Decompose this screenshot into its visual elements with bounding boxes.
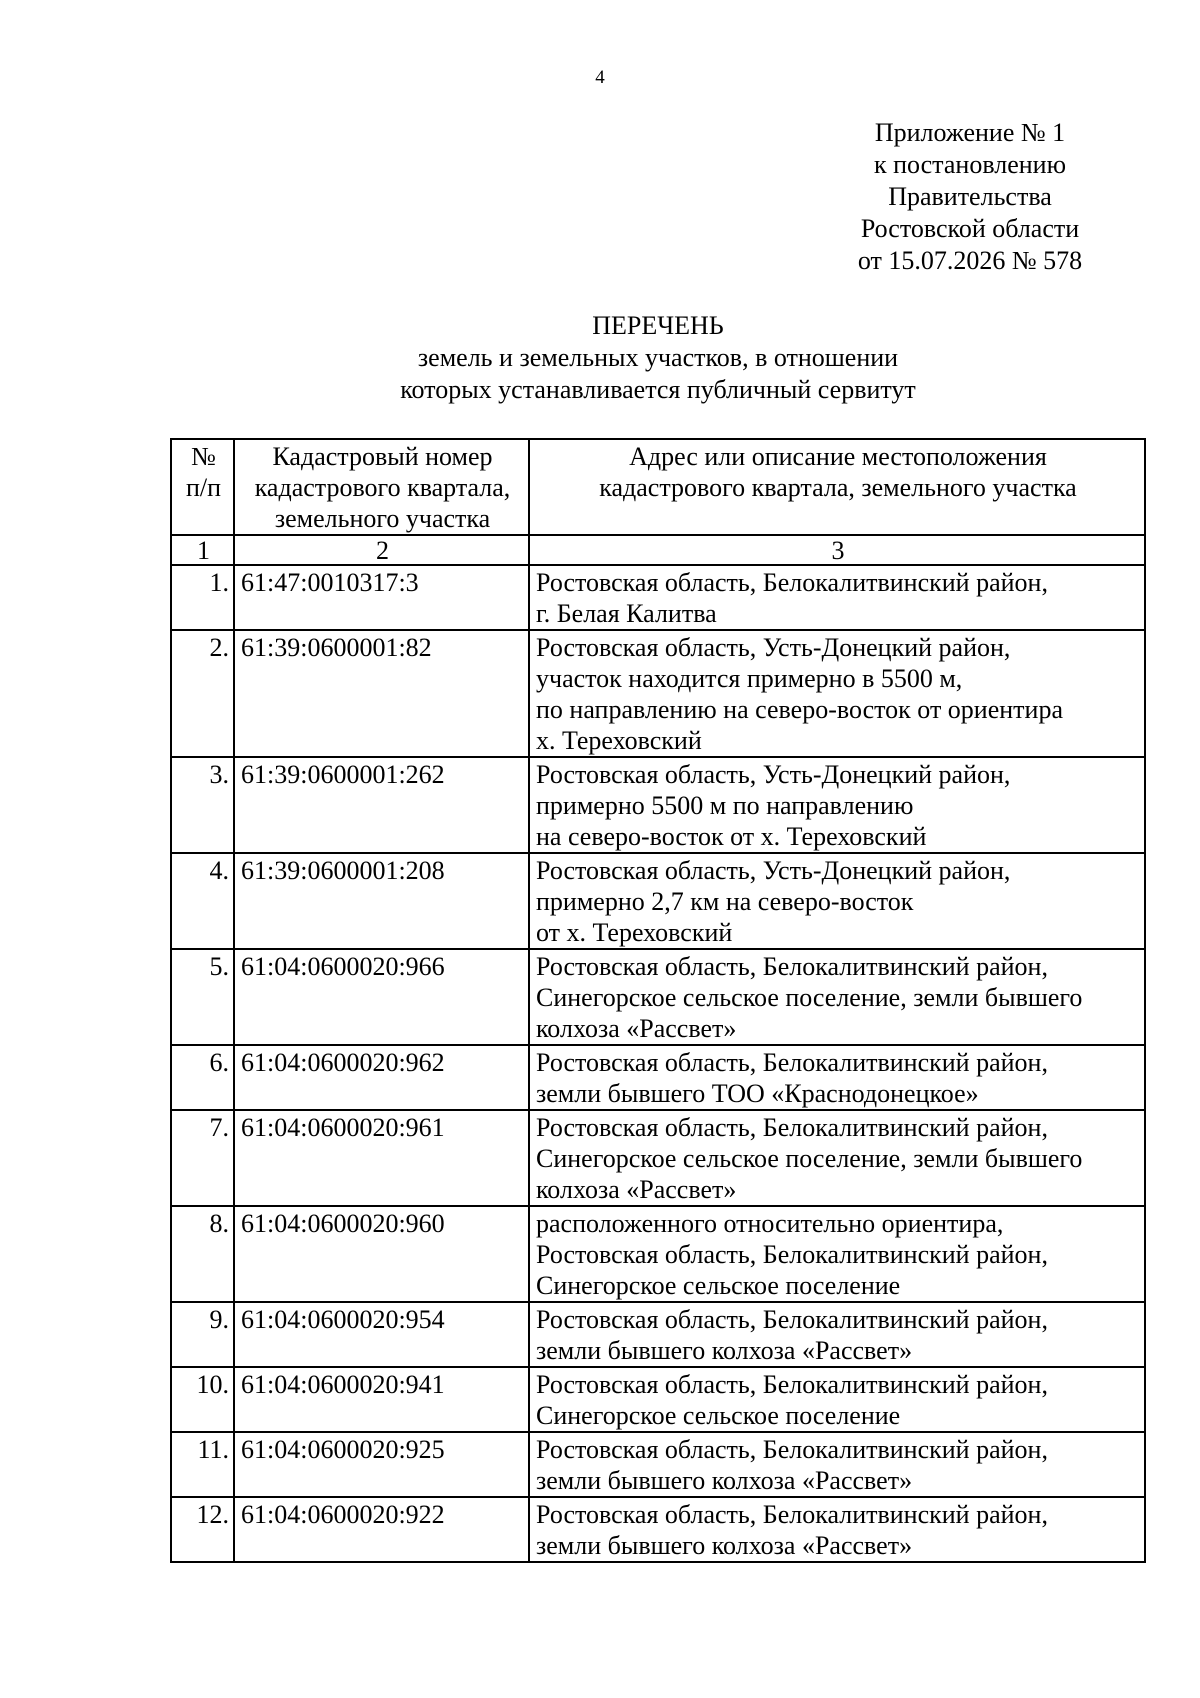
table-header-row [171, 439, 1145, 535]
row-number: 1. [171, 565, 234, 630]
address-description [529, 757, 1145, 853]
appendix-block [820, 117, 1120, 277]
address-line: примерно 2,7 км на северо-восток [536, 887, 914, 916]
address-line: Ростовская область, Белокалитвинский район, [536, 1370, 1048, 1399]
address-description [529, 1206, 1145, 1302]
cadastral-number: 61:47:0010317:3 [234, 565, 529, 630]
address-line: колхоза «Рассвет» [536, 1175, 737, 1204]
address-line: Ростовская область, Усть-Донецкий район, [536, 856, 1011, 885]
row-number: 5. [171, 949, 234, 1045]
address-line: Ростовская область, Белокалитвинский район, [536, 1048, 1048, 1077]
row-number: 3. [171, 757, 234, 853]
title-heading: ПЕРЕЧЕНЬ [592, 311, 724, 340]
appendix-line: Приложение № 1 [874, 118, 1066, 147]
table-row [171, 1302, 1145, 1367]
address-line: Ростовская область, Белокалитвинский район, [536, 1113, 1048, 1142]
row-number: 9. [171, 1302, 234, 1367]
address-line: Синегорское сельское поселение, земли бывшего [536, 983, 1083, 1012]
address-line: колхоза «Рассвет» [536, 1014, 737, 1043]
address-line: земли бывшего колхоза «Рассвет» [536, 1336, 913, 1365]
address-line: Ростовская область, Белокалитвинский район, [536, 1500, 1048, 1529]
address-line: Ростовская область, Белокалитвинский район, [536, 568, 1048, 597]
address-line: по направлению на северо-восток от ориентира [536, 695, 1063, 724]
address-line: Ростовская область, Белокалитвинский район, [536, 1305, 1048, 1334]
document-title [0, 310, 1200, 406]
address-line: земли бывшего колхоза «Рассвет» [536, 1531, 913, 1560]
address-line: Синегорское сельское поселение [536, 1401, 901, 1430]
table-row [171, 1432, 1145, 1497]
cadastral-number: 61:04:0600020:960 [234, 1206, 529, 1302]
table-row [171, 630, 1145, 757]
table-column-index-row [171, 535, 1145, 565]
cadastral-number: 61:04:0600020:954 [234, 1302, 529, 1367]
land-plots-table [170, 438, 1146, 1563]
table-row [171, 757, 1145, 853]
address-description [529, 949, 1145, 1045]
row-number: 4. [171, 853, 234, 949]
cadastral-number: 61:39:0600001:208 [234, 853, 529, 949]
row-number: 10. [171, 1367, 234, 1432]
table-row [171, 1110, 1145, 1206]
table-body [171, 565, 1145, 1562]
address-line: Ростовская область, Усть-Донецкий район, [536, 633, 1011, 662]
address-line: Ростовская область, Белокалитвинский район, [536, 1435, 1048, 1464]
header-cadastral-number: Кадастровый номер кадастрового квартала, земельного участка [234, 439, 529, 535]
appendix-line: Ростовской области [860, 214, 1080, 243]
appendix-line: к постановлению [873, 150, 1067, 179]
column-index: 3 [529, 535, 1145, 565]
cadastral-number: 61:39:0600001:262 [234, 757, 529, 853]
table-row [171, 1497, 1145, 1562]
address-line: Ростовская область, Усть-Донецкий район, [536, 760, 1011, 789]
address-line: Ростовская область, Белокалитвинский район, [536, 952, 1048, 981]
address-line: г. Белая Калитва [536, 599, 717, 628]
address-line: земли бывшего ТОО «Краснодонецкое» [536, 1079, 979, 1108]
title-subtitle-line: земель и земельных участков, в отношении [417, 343, 899, 372]
address-description [529, 1302, 1145, 1367]
cadastral-number: 61:39:0600001:82 [234, 630, 529, 757]
address-description [529, 630, 1145, 757]
cadastral-number: 61:04:0600020:961 [234, 1110, 529, 1206]
address-description [529, 565, 1145, 630]
address-line: земли бывшего колхоза «Рассвет» [536, 1466, 913, 1495]
address-line: на северо-восток от х. Тереховский [536, 822, 927, 851]
address-line: примерно 5500 м по направлению [536, 791, 914, 820]
address-description [529, 1110, 1145, 1206]
row-number: 11. [171, 1432, 234, 1497]
row-number: 7. [171, 1110, 234, 1206]
cadastral-number: 61:04:0600020:922 [234, 1497, 529, 1562]
address-line: от х. Тереховский [536, 918, 733, 947]
row-number: 12. [171, 1497, 234, 1562]
header-address: Адрес или описание местоположения кадастрового квартала, земельного участка [529, 439, 1145, 535]
address-line: Синегорское сельское поселение [536, 1271, 901, 1300]
address-description [529, 1432, 1145, 1497]
address-description [529, 1367, 1145, 1432]
header-number: № п/п [171, 439, 234, 535]
cadastral-number: 61:04:0600020:925 [234, 1432, 529, 1497]
row-number: 2. [171, 630, 234, 757]
table-row [171, 853, 1145, 949]
address-line: Ростовская область, Белокалитвинский район, [536, 1240, 1048, 1269]
address-description [529, 1045, 1145, 1110]
address-description [529, 853, 1145, 949]
address-line: участок находится примерно в 5500 м, [536, 664, 963, 693]
table-row [171, 1367, 1145, 1432]
title-subtitle-line: которых устанавливается публичный сервитут [400, 375, 916, 404]
address-line: Синегорское сельское поселение, земли бывшего [536, 1144, 1083, 1173]
address-line: х. Тереховский [536, 726, 702, 755]
row-number: 6. [171, 1045, 234, 1110]
address-description [529, 1497, 1145, 1562]
table-row [171, 565, 1145, 630]
table-row [171, 1206, 1145, 1302]
cadastral-number: 61:04:0600020:966 [234, 949, 529, 1045]
row-number: 8. [171, 1206, 234, 1302]
column-index: 2 [234, 535, 529, 565]
cadastral-number: 61:04:0600020:941 [234, 1367, 529, 1432]
appendix-line: от 15.07.2026 № 578 [857, 246, 1083, 275]
appendix-line: Правительства [888, 182, 1052, 211]
address-line: расположенного относительно ориентира, [536, 1209, 1004, 1238]
table-row [171, 949, 1145, 1045]
page-number: 4 [595, 67, 605, 88]
column-index: 1 [171, 535, 234, 565]
cadastral-number: 61:04:0600020:962 [234, 1045, 529, 1110]
table-row [171, 1045, 1145, 1110]
